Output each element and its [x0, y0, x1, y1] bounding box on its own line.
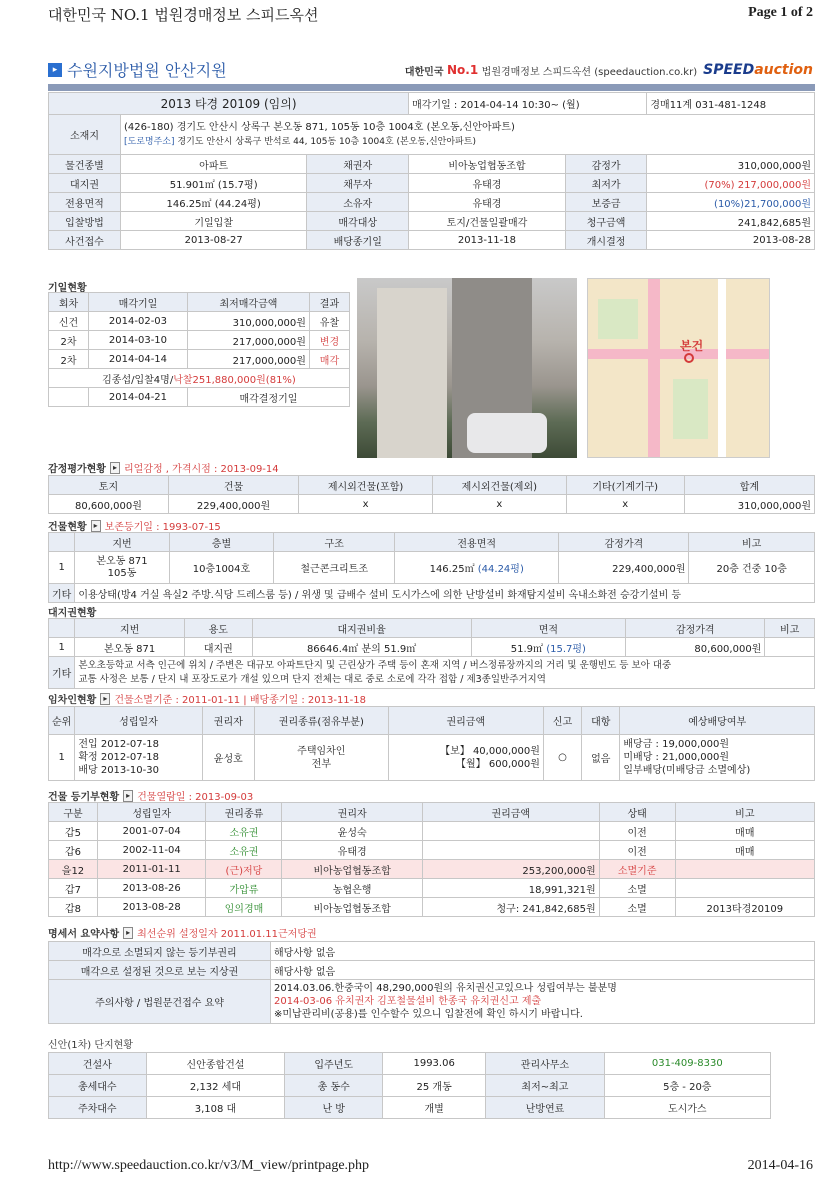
info-label: 매각대상 — [307, 212, 409, 231]
arrow-icon: ▸ — [48, 63, 62, 77]
info-label: 대지권 — [49, 174, 121, 193]
statement-note: 2014.03.06.한중국이 48,290,000원의 유치권신고있으나 성립여부는 불분명 — [274, 983, 617, 994]
land-pyeong: (15.7평) — [546, 643, 586, 655]
registry-cell: 비아농업협동조합 — [282, 898, 422, 917]
info-value: (70%) 217,000,000원 — [647, 174, 815, 193]
registry-cell: 매매 — [675, 841, 814, 860]
registry-cell: 2013타경20109 — [675, 898, 814, 917]
complex-title: 신안(1차) 단지현황 — [48, 1040, 133, 1051]
land-note — [765, 638, 815, 657]
appraisal-table — [48, 475, 815, 514]
land-etc-line1: 본오초등학교 서측 인근에 위치 / 주변은 대규모 아파트단지 및 근린상가 주택 등이 혼재 지역 / 버스정류장까지의 거리 및 운행빈도 등 보아 대중 — [78, 659, 672, 671]
registry-table — [48, 802, 815, 917]
bids-table — [48, 292, 350, 407]
bid-cell: 310,000,000원 — [187, 312, 309, 331]
registry-cell: 이전 — [599, 822, 675, 841]
table-header: 제시외건물(포함) — [299, 476, 433, 495]
building-title: 건물현황 — [48, 522, 87, 533]
statement-note-red: 2014-03-06 유치권자 김포철물설비 한종국 유치권신고 제출 — [274, 996, 542, 1007]
info-label: 소유자 — [307, 193, 409, 212]
dept-info: 경매11계 031-481-1248 — [647, 93, 815, 115]
info-row — [49, 231, 815, 250]
road-address-tag: [도로명주소] — [124, 136, 175, 147]
statement-value: 해당사항 없음 — [271, 942, 815, 961]
registry-cell: 임의경매 — [206, 898, 282, 917]
table-header — [49, 533, 75, 552]
bid-cell: 변경 — [309, 331, 349, 350]
registry-title: 건물 등기부현황 — [48, 792, 120, 803]
info-label: 물건종별 — [49, 155, 121, 174]
statement-label: 매각으로 설정된 것으로 보는 지상권 — [49, 961, 271, 980]
info-value: 유태경 — [409, 174, 566, 193]
table-header — [49, 619, 75, 638]
final-date: 2014-04-21 — [89, 388, 188, 407]
car-shape — [467, 413, 547, 453]
address-label: 소재지 — [49, 115, 121, 155]
info-label: 전용면적 — [49, 193, 121, 212]
registry-cell: 2013-08-28 — [97, 898, 205, 917]
complex-label: 주차대수 — [49, 1097, 147, 1119]
info-value: 2013-11-18 — [409, 231, 566, 250]
registry-cell: 청구: 241,842,685원 — [422, 898, 599, 917]
bid-cell: 217,000,000원 — [187, 331, 309, 350]
location-map — [587, 278, 770, 458]
registry-cell — [675, 879, 814, 898]
bid-cell: 유찰 — [309, 312, 349, 331]
registry-cell: 2011-01-11 — [97, 860, 205, 879]
table-header: 신고 — [543, 707, 581, 735]
bid-cell: 2014-02-03 — [89, 312, 188, 331]
building-dong: 105동 — [107, 567, 137, 579]
info-label: 채권자 — [307, 155, 409, 174]
complex-value: 031-409-8330 — [604, 1053, 770, 1075]
brand-pre: 대한민국 — [404, 66, 444, 78]
complex-label: 최저~최고 — [486, 1075, 604, 1097]
registry-row — [49, 879, 815, 898]
brand-logo — [405, 62, 813, 78]
bid-cell: 매각 — [309, 350, 349, 369]
footer-date: 2014-04-16 — [747, 1158, 813, 1173]
winner-price: 낙찰251,880,000원(81%) — [173, 374, 296, 386]
building-etc: 이용상태(방4 거실 욕실2 주방.식당 드레스룸 등) / 위생 및 급배수 설비 도시가스에 의한 난방설비 화재탐지설비 옥내소화전 승강기설비 등 — [75, 584, 815, 603]
bid-cell: 2차 — [49, 350, 89, 369]
table-header: 순위 — [49, 707, 75, 735]
statement-table — [48, 941, 815, 1024]
appraisal-cell: 310,000,000원 — [684, 495, 814, 514]
info-value: (10%)21,700,000원 — [647, 193, 815, 212]
expand-button[interactable]: ▸ — [110, 462, 120, 474]
land-etc-label: 기타 — [49, 657, 75, 689]
table-header: 합계 — [684, 476, 814, 495]
info-value: 비아농업협동조합 — [409, 155, 566, 174]
bid-cell: 신건 — [49, 312, 89, 331]
table-header: 비고 — [765, 619, 815, 638]
table-header: 기타(기계기구) — [566, 476, 684, 495]
info-value: 146.25㎡ (44.24평) — [121, 193, 307, 212]
registry-cell — [422, 841, 599, 860]
info-label: 보증금 — [565, 193, 647, 212]
brand-speed: SPEED — [703, 62, 755, 78]
land-no: 1 — [49, 638, 75, 657]
registry-cell: 18,991,321원 — [422, 879, 599, 898]
table-header: 용도 — [184, 619, 252, 638]
info-label: 청구금액 — [565, 212, 647, 231]
info-value: 241,842,685원 — [647, 212, 815, 231]
info-label: 최저가 — [565, 174, 647, 193]
registry-cell: 소유권 — [206, 841, 282, 860]
table-header: 성립일자 — [97, 803, 205, 822]
building-shape — [377, 288, 447, 458]
land-table — [48, 618, 815, 689]
table-header: 권리자 — [202, 707, 254, 735]
statement-note: ※미납관리비(공용)를 인수할수 있으니 입찰전에 확인 하시기 바랍니다. — [274, 1009, 583, 1020]
registry-cell: (근)저당 — [206, 860, 282, 879]
complex-value: 1993.06 — [382, 1053, 485, 1075]
tenant-kind: 전부 — [311, 758, 331, 770]
table-header: 지번 — [75, 533, 169, 552]
registry-cell: 윤성숙 — [282, 822, 422, 841]
address-line1: (426-180) 경기도 안산시 상록구 본오동 871, 105동 10층 1004호 (본오동,신안아파트) — [124, 121, 515, 133]
tenant-date: 전입 2012-07-18 — [78, 739, 159, 750]
appraisal-cell: x — [299, 495, 433, 514]
expand-button[interactable]: ▸ — [123, 790, 133, 802]
tenant-monthly: 【월】 600,000원 — [456, 758, 540, 770]
complex-value: 신안종합건설 — [146, 1053, 285, 1075]
tenant-kind: 주택임차인 — [297, 745, 346, 757]
road-shape — [648, 279, 660, 458]
bid-cell: 217,000,000원 — [187, 350, 309, 369]
table-header: 권리종류 — [206, 803, 282, 822]
park-shape — [598, 299, 638, 339]
building-sub: 보존등기일 : 1993-07-15 — [104, 522, 221, 533]
registry-cell: 소유권 — [206, 822, 282, 841]
brand-mid: 법원경매정보 스피드옥션 (speedauction.co.kr) — [481, 66, 698, 78]
tenant-holder: 윤성호 — [202, 735, 254, 781]
info-label: 입찰방법 — [49, 212, 121, 231]
table-header: 권리종류(점유부분) — [254, 707, 388, 735]
bid-cell: 2차 — [49, 331, 89, 350]
appraisal-cell: 229,400,000원 — [168, 495, 298, 514]
building-price: 229,400,000원 — [559, 552, 689, 584]
complex-row — [49, 1053, 771, 1075]
registry-row — [49, 860, 815, 879]
table-header: 제시외건물(제외) — [432, 476, 566, 495]
registry-cell: 매매 — [675, 822, 814, 841]
registry-sub: 건물열람일 : 2013-09-03 — [137, 792, 254, 803]
registry-cell: 농협은행 — [282, 879, 422, 898]
complex-value: 2,132 세대 — [146, 1075, 285, 1097]
final-label: 매각결정기일 — [187, 388, 349, 407]
bids-header: 결과 — [309, 293, 349, 312]
sale-date: 매각기일 : 2014-04-14 10:30~ (월) — [409, 93, 647, 115]
expand-button[interactable]: ▸ — [91, 520, 101, 532]
building-photo — [357, 278, 577, 458]
info-label: 채무자 — [307, 174, 409, 193]
registry-cell: 2013-08-26 — [97, 879, 205, 898]
tenant-date: 배당 2013-10-30 — [78, 765, 159, 776]
info-value: 2013-08-28 — [647, 231, 815, 250]
complex-label: 관리사무소 — [486, 1053, 604, 1075]
case-number: 2013 타경 20109 (임의) — [49, 93, 409, 115]
land-etc-line2: 교통 사정은 보통 / 단지 내 포장도로가 개설 있으며 단지 전체는 대로 중로 소로에 각각 접함 / 제3종일반주거지역 — [78, 673, 546, 685]
brand-no1: No.1 — [446, 63, 479, 77]
appraisal-cell: x — [432, 495, 566, 514]
tenant-rank: 1 — [49, 735, 75, 781]
map-marker-icon — [684, 353, 694, 363]
road-shape — [588, 349, 770, 359]
complex-label: 총세대수 — [49, 1075, 147, 1097]
info-row — [49, 212, 815, 231]
header-divider — [48, 84, 815, 91]
tenant-date: 확정 2012-07-18 — [78, 752, 159, 763]
park-shape — [673, 379, 708, 439]
complex-row — [49, 1075, 771, 1097]
bids-header: 최저매각금액 — [187, 293, 309, 312]
statement-label: 매각으로 소멸되지 않는 등기부권리 — [49, 942, 271, 961]
table-header: 면적 — [471, 619, 626, 638]
appraisal-sub: 리얼감정 , 가격시점 : 2013-09-14 — [123, 464, 279, 475]
table-header: 구조 — [274, 533, 395, 552]
land-lot: 본오동 871 — [75, 638, 185, 657]
court-label: 수원지방법원 안산지원 — [67, 61, 227, 80]
tenant-title: 임차인현황 — [48, 695, 97, 706]
info-label: 개시결정 — [565, 231, 647, 250]
map-marker-label: 본건 — [680, 339, 704, 353]
table-header: 건물 — [168, 476, 298, 495]
info-value: 2013-08-27 — [121, 231, 307, 250]
table-header: 상태 — [599, 803, 675, 822]
complex-value: 개별 — [382, 1097, 485, 1119]
road-shape — [718, 279, 726, 458]
registry-cell: 비아농업협동조합 — [282, 860, 422, 879]
registry-cell: 253,200,000원 — [422, 860, 599, 879]
bids-title: 기일현황 — [48, 283, 87, 294]
complex-value: 25 개동 — [382, 1075, 485, 1097]
expand-button[interactable]: ▸ — [123, 927, 133, 939]
complex-value: 도시가스 — [604, 1097, 770, 1119]
registry-cell: 2002-11-04 — [97, 841, 205, 860]
complex-table — [48, 1052, 815, 1119]
tenant-dividend: 배당금 : 19,000,000원 — [623, 739, 729, 750]
registry-cell: 이전 — [599, 841, 675, 860]
registry-cell: 갑6 — [49, 841, 98, 860]
tenant-undivided: 미배당 : 21,000,000원 — [623, 752, 729, 763]
table-header: 구분 — [49, 803, 98, 822]
table-header: 지번 — [75, 619, 185, 638]
registry-cell: 소멸 — [599, 879, 675, 898]
appraisal-cell: 80,600,000원 — [49, 495, 169, 514]
table-header: 예상배당여부 — [620, 707, 815, 735]
registry-cell — [675, 860, 814, 879]
case-table — [48, 92, 815, 250]
statement-title: 명세서 요약사항 — [48, 929, 120, 940]
registry-cell: 소멸기준 — [599, 860, 675, 879]
building-pyeong: (44.24평) — [477, 564, 524, 575]
bid-cell: 2014-03-10 — [89, 331, 188, 350]
table-header: 권리금액 — [422, 803, 599, 822]
complex-label: 입주년도 — [285, 1053, 383, 1075]
appraisal-title: 감정평가현황 — [48, 464, 106, 475]
building-structure: 철근콘크리트조 — [274, 552, 395, 584]
footer-url: http://www.speedauction.co.kr/v3/M_view/printpage.php — [48, 1158, 370, 1173]
info-label: 감정가 — [565, 155, 647, 174]
winner-info: 김종섭/입찰4명/ — [102, 374, 174, 386]
registry-cell — [422, 822, 599, 841]
complex-label: 난 방 — [285, 1097, 383, 1119]
info-value: 아파트 — [121, 155, 307, 174]
table-header: 비고 — [675, 803, 814, 822]
table-header: 대항 — [582, 707, 620, 735]
statement-sub: 최선순위 설정일자 2011.01.11근저당권 — [137, 929, 317, 940]
building-table — [48, 532, 815, 603]
table-header: 전용면적 — [395, 533, 559, 552]
building-floor: 10층1004호 — [169, 552, 274, 584]
info-value: 51.901㎡ (15.7평) — [121, 174, 307, 193]
info-row — [49, 174, 815, 193]
complex-value: 5층 - 20층 — [604, 1075, 770, 1097]
building-area: 146.25㎡ — [429, 564, 475, 575]
bid-row — [49, 312, 350, 331]
bid-row — [49, 331, 350, 350]
land-price: 80,600,000원 — [626, 638, 765, 657]
info-row — [49, 193, 815, 212]
address-line2: 경기도 안산시 상록구 반석로 44, 105동 10층 1004호 (본오동,신안아파트) — [177, 136, 476, 147]
header-title: 대한민국 NO.1 법원경매정보 스피드옥션 — [48, 6, 319, 24]
tenant-oppose: 없음 — [582, 735, 620, 781]
tenant-table — [48, 706, 815, 781]
tenant-deposit: 【보】 40,000,000원 — [440, 745, 540, 757]
building-no: 1 — [49, 552, 75, 584]
info-value: 유태경 — [409, 193, 566, 212]
complex-label: 건설사 — [49, 1053, 147, 1075]
land-ratio: 86646.4㎡ 분의 51.9㎡ — [252, 638, 471, 657]
registry-row — [49, 898, 815, 917]
info-label: 배당종기일 — [307, 231, 409, 250]
complex-label: 총 동수 — [285, 1075, 383, 1097]
statement-value: 해당사항 없음 — [271, 961, 815, 980]
building-etc-label: 기타 — [49, 584, 75, 603]
bids-header: 매각기일 — [89, 293, 188, 312]
tenant-sub: 건물소멸기준 : 2011-01-11 | 배당종기일 : 2013-11-18 — [114, 695, 366, 706]
table-header: 감정가격 — [559, 533, 689, 552]
bids-header: 회차 — [49, 293, 89, 312]
registry-cell: 을12 — [49, 860, 98, 879]
tenant-note: 일부배당(미배당금 소멸예상) — [623, 765, 751, 776]
court-name — [48, 58, 227, 81]
table-header: 비고 — [689, 533, 815, 552]
table-header: 토지 — [49, 476, 169, 495]
info-value: 토지/건물일괄매각 — [409, 212, 566, 231]
registry-cell: 갑7 — [49, 879, 98, 898]
registry-row — [49, 822, 815, 841]
bid-cell: 2014-04-14 — [89, 350, 188, 369]
complex-row — [49, 1097, 771, 1119]
statement-label: 주의사항 / 법원문건접수 요약 — [49, 980, 271, 1024]
complex-label: 난방연료 — [486, 1097, 604, 1119]
land-area: 51.9㎡ — [510, 643, 544, 655]
info-label: 사건접수 — [49, 231, 121, 250]
land-use: 대지권 — [184, 638, 252, 657]
registry-cell: 소멸 — [599, 898, 675, 917]
table-header: 층별 — [169, 533, 274, 552]
table-header: 권리금액 — [388, 707, 543, 735]
info-value: 기일입찰 — [121, 212, 307, 231]
appraisal-cell: x — [566, 495, 684, 514]
registry-cell: 2001-07-04 — [97, 822, 205, 841]
tenant-report: ○ — [543, 735, 581, 781]
info-row — [49, 155, 815, 174]
registry-row — [49, 841, 815, 860]
complex-value: 3,108 대 — [146, 1097, 285, 1119]
registry-cell: 유태경 — [282, 841, 422, 860]
table-header: 권리자 — [282, 803, 422, 822]
registry-cell: 갑8 — [49, 898, 98, 917]
land-title: 대지권현황 — [48, 608, 97, 619]
expand-button[interactable]: ▸ — [100, 693, 110, 705]
registry-cell: 가압류 — [206, 879, 282, 898]
building-note: 20층 건중 10층 — [689, 552, 815, 584]
registry-cell: 갑5 — [49, 822, 98, 841]
page-number: Page 1 of 2 — [748, 5, 813, 20]
bid-row — [49, 350, 350, 369]
brand-auction: auction — [754, 62, 813, 78]
table-header: 대지권비율 — [252, 619, 471, 638]
building-lot: 본오동 871 — [96, 555, 148, 567]
table-header: 감정가격 — [626, 619, 765, 638]
info-value: 310,000,000원 — [647, 155, 815, 174]
table-header: 성립일자 — [75, 707, 202, 735]
